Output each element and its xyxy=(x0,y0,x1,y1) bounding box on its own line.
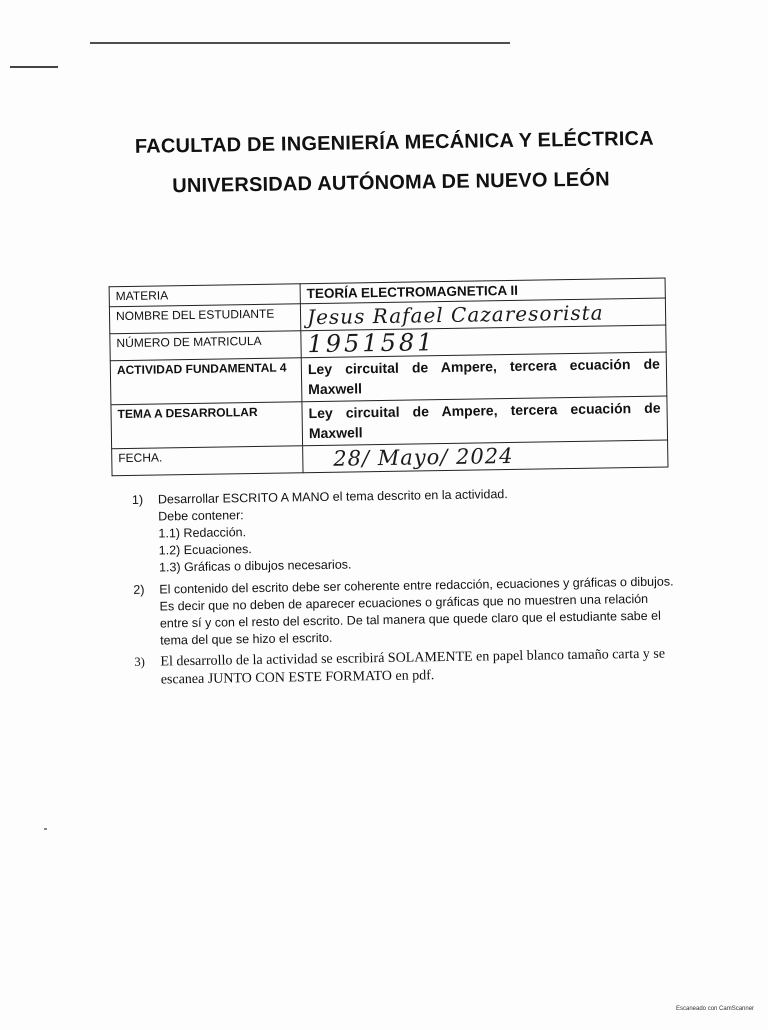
tema-label: TEMA A DESARROLLAR xyxy=(111,402,303,449)
scanner-watermark: Escaneado con CamScanner xyxy=(676,1006,755,1012)
instruction-text: El desarrollo de la actividad se escribirá SOLAMENTE en papel blanco tamaño carta y se escanea JUNTO CON ESTE FORMATO en pdf. xyxy=(160,646,666,688)
instruction-subitem: 1.3) Gráficas o dibujos necesarios. xyxy=(158,557,352,575)
date-handwritten: 28/ Mayo/ 2024 xyxy=(333,444,514,472)
tema-value: Ley circuital de Ampere, tercera ecuación de Maxwell xyxy=(302,396,668,446)
faculty-title: FACULTAD DE INGENIERÍA MECÁNICA Y ELÉCTRICA xyxy=(134,127,655,158)
instruction-number: 3) xyxy=(134,654,146,669)
instruction-text: Desarrollar ESCRITO A MANO el tema descrito en la actividad. xyxy=(157,487,508,507)
instruction-text: El contenido del escrito debe ser coherente entre redacción, ecuaciones y gráficas o dibujos. Es decir que no deben de aparecer ecuaciones o gráficas que no muestren una relación entre sí y con el resto del escrito. De tal manera que quede claro que el estudiante sabe el tema del que se hizo el escrito. xyxy=(159,574,674,648)
instruction-subitem: 1.2) Ecuaciones. xyxy=(158,542,252,558)
instruction-text: Debe contener: xyxy=(158,508,244,524)
instruction-number: 2) xyxy=(133,582,145,597)
materia-label: MATERIA xyxy=(109,284,300,307)
estudiante-label: NOMBRE DEL ESTUDIANTE xyxy=(109,304,300,334)
instruction-item-3 xyxy=(136,645,676,689)
matricula-label: NÚMERO DE MATRICULA xyxy=(110,331,301,361)
instruction-item-1 xyxy=(131,483,675,576)
materia-value: TEORÍA ELECTROMAGNETICA II xyxy=(300,278,665,304)
fecha-label: FECHA. xyxy=(112,446,303,476)
fecha-value xyxy=(303,440,668,473)
student-name-handwritten: Jesus Rafael Cazaresorista xyxy=(306,300,604,330)
actividad-label: ACTIVIDAD FUNDAMENTAL 4 xyxy=(110,358,302,405)
instruction-item-2 xyxy=(135,573,676,649)
instruction-subitem: 1.1) Redacción. xyxy=(158,525,247,541)
matricula-handwritten: 1951581 xyxy=(307,328,436,359)
actividad-value: Ley circuital de Ampere, tercera ecuación de Maxwell xyxy=(301,352,667,402)
instruction-number: 1) xyxy=(131,492,144,507)
student-info-table xyxy=(109,278,669,477)
university-title: UNIVERSIDAD AUTÓNOMA DE NUEVO LEÓN xyxy=(172,168,610,198)
